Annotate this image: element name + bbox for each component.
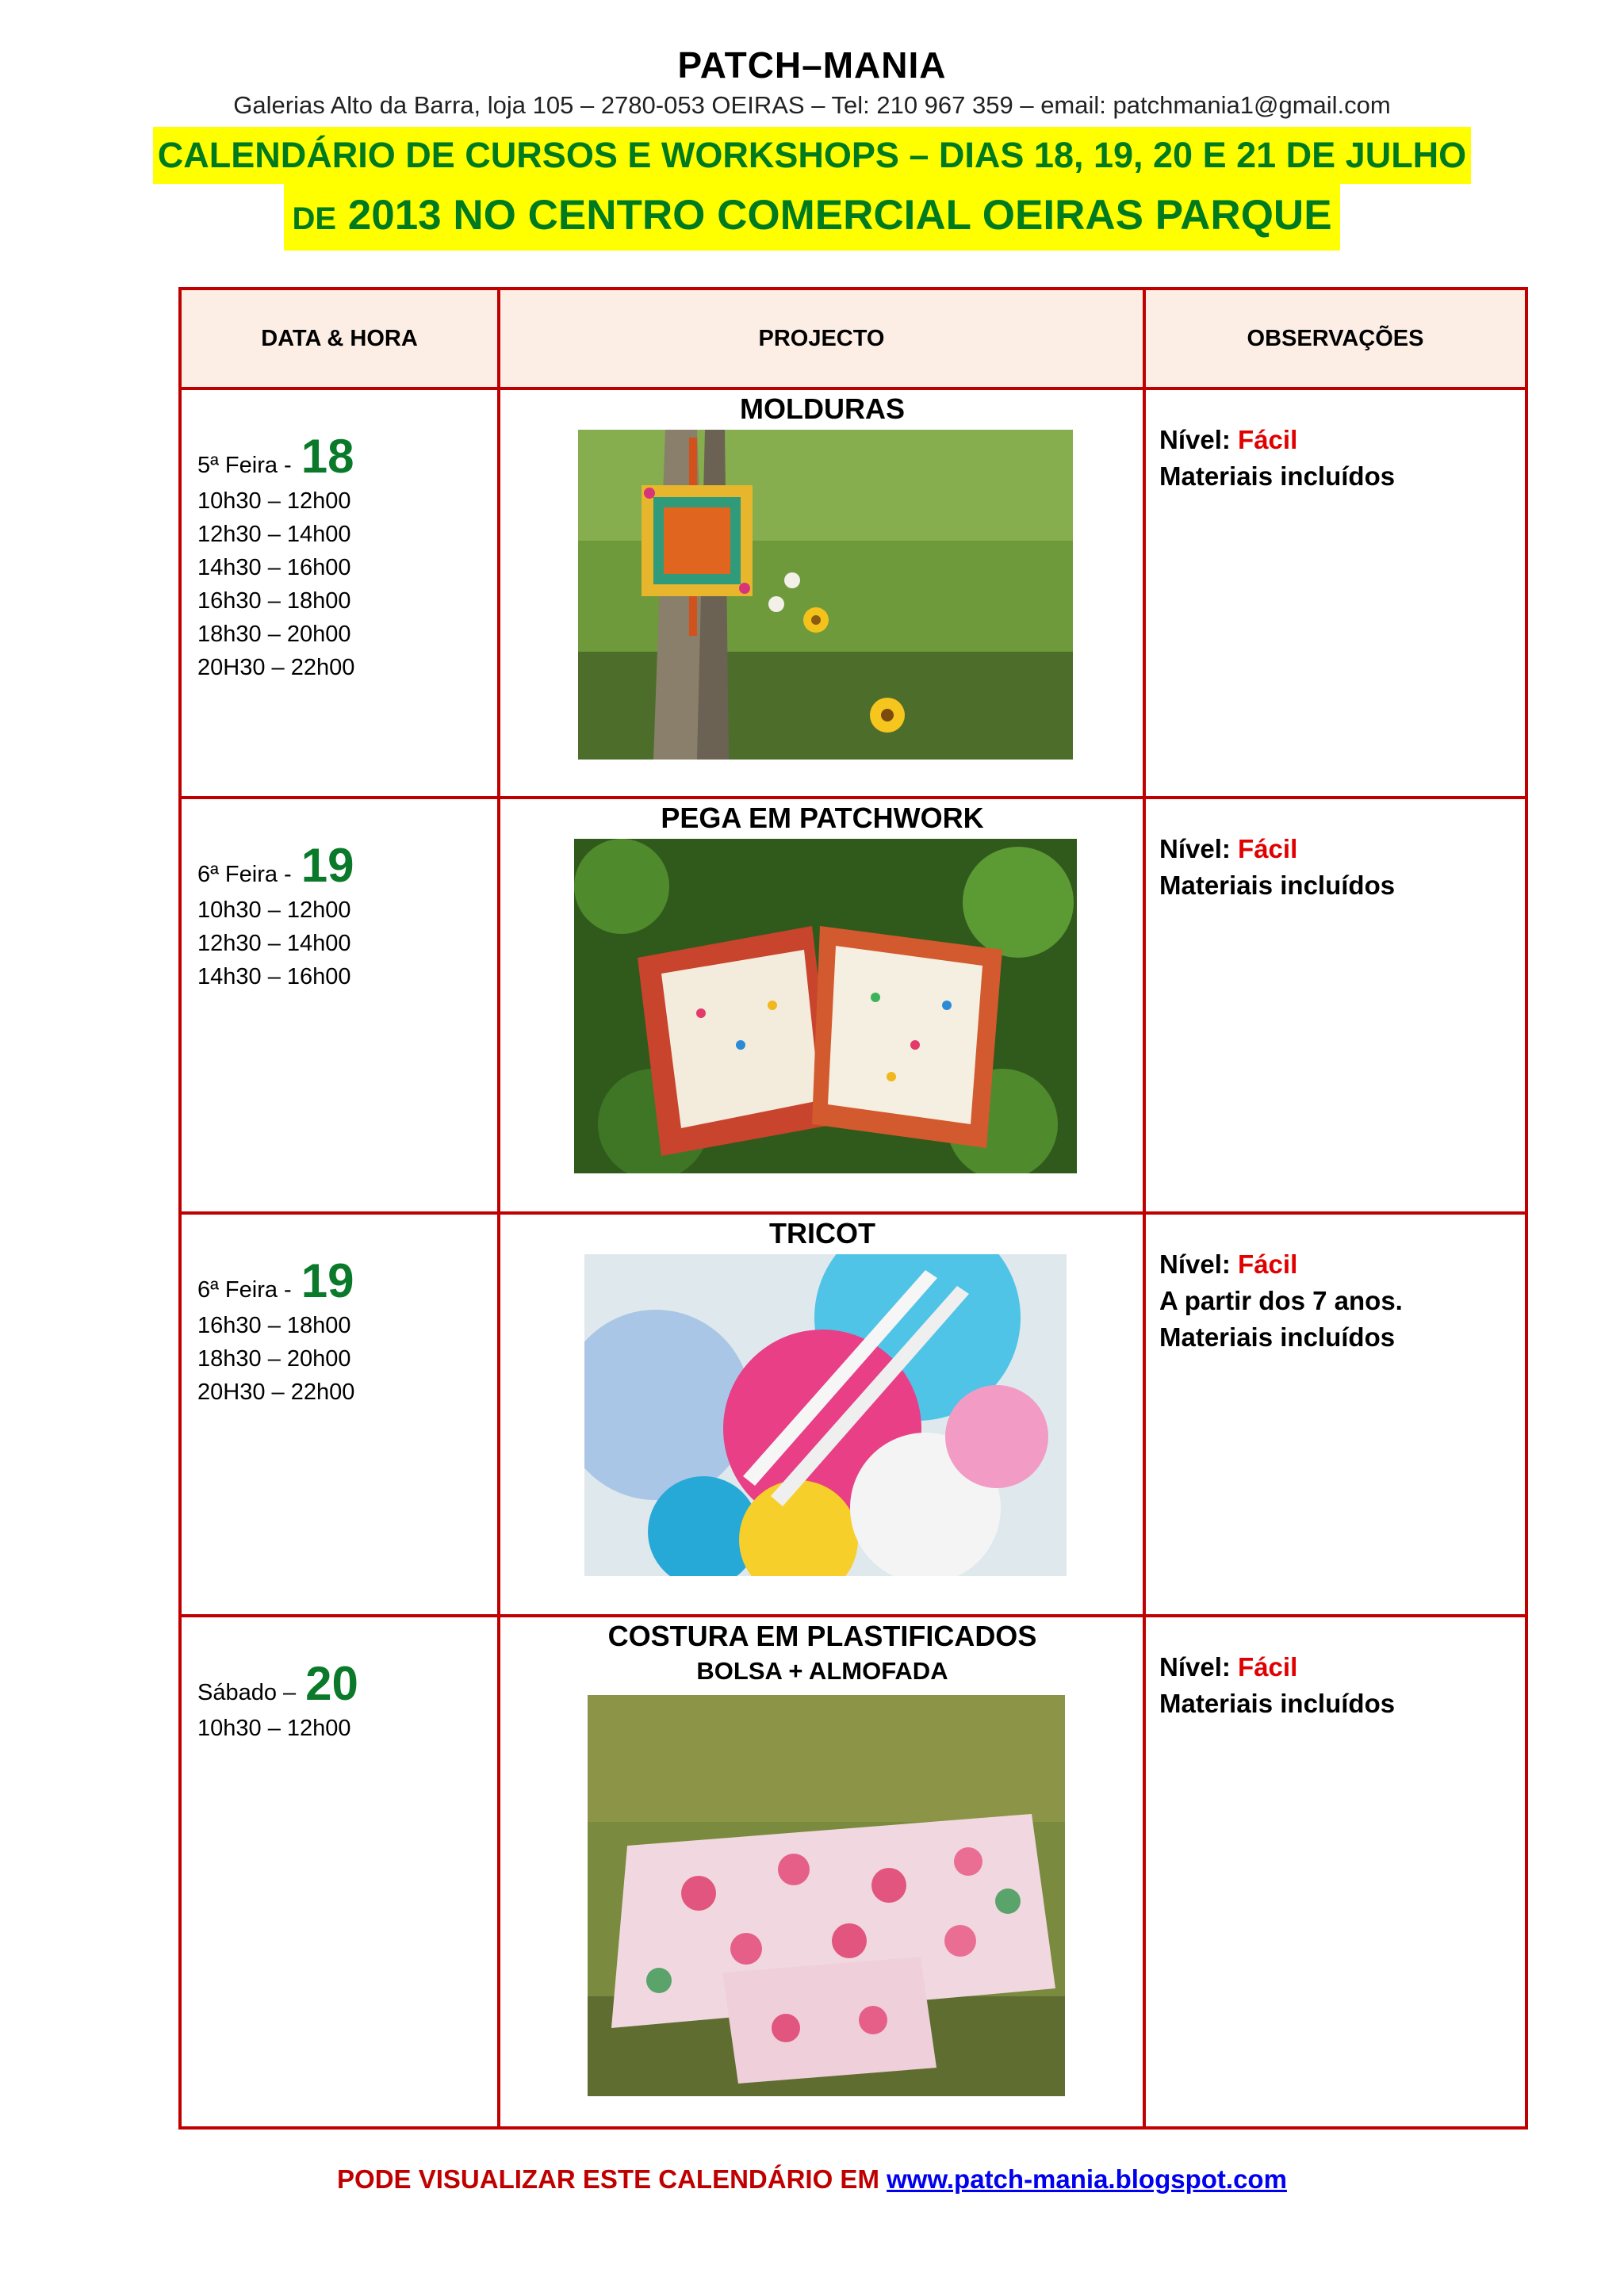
project-title: PEGA EM PATCHWORK bbox=[661, 802, 984, 834]
time-slot: 20H30 – 22h00 bbox=[197, 1380, 355, 1405]
headline-line-1: CALENDÁRIO DE CURSOS E WORKSHOPS – DIAS 18, 19, 20 E 21 DE JULHO bbox=[153, 127, 1471, 184]
headline-rest: 2013 NO CENTRO COMERCIAL OEIRAS PARQUE bbox=[347, 192, 1332, 239]
date-cell bbox=[197, 1254, 491, 1409]
project-title: MOLDURAS bbox=[740, 392, 905, 425]
day-number: 19 bbox=[301, 839, 354, 892]
time-slot: 16h30 – 18h00 bbox=[197, 1313, 351, 1338]
observations-cell bbox=[1159, 422, 1508, 495]
level-line bbox=[1159, 422, 1508, 458]
time-slot: 14h30 – 16h00 bbox=[197, 555, 351, 580]
observation-note: Materiais incluídos bbox=[1159, 1689, 1396, 1718]
observations-cell bbox=[1159, 831, 1508, 904]
bag-photo bbox=[588, 1695, 1065, 2096]
project-subtitle: BOLSA + ALMOFADA bbox=[696, 1657, 948, 1685]
weekday-label: Sábado – bbox=[197, 1680, 297, 1705]
level-label: Nível: bbox=[1159, 425, 1231, 454]
time-slot: 20H30 – 22h00 bbox=[197, 655, 355, 680]
level-value: Fácil bbox=[1238, 834, 1298, 863]
day-number: 19 bbox=[301, 1254, 354, 1307]
time-slot: 16h30 – 18h00 bbox=[197, 588, 351, 614]
weekday-label: 6ª Feira - bbox=[197, 1277, 292, 1303]
time-slot: 10h30 – 12h00 bbox=[197, 897, 351, 923]
frame-photo bbox=[578, 430, 1073, 760]
time-slot: 10h30 – 12h00 bbox=[197, 1716, 351, 1741]
table-row bbox=[182, 799, 1525, 1211]
time-slot: 18h30 – 20h00 bbox=[197, 1346, 351, 1372]
time-slot: 14h30 – 16h00 bbox=[197, 964, 351, 989]
footer-text: PODE VISUALIZAR ESTE CALENDÁRIO EM bbox=[337, 2164, 879, 2194]
observations-cell bbox=[1159, 1246, 1508, 1356]
level-line bbox=[1159, 1649, 1508, 1686]
project-title: TRICOT bbox=[769, 1217, 875, 1249]
observation-note: Materiais incluídos bbox=[1159, 1322, 1396, 1352]
day-heading bbox=[197, 430, 491, 484]
project-title: COSTURA EM PLASTIFICADOS bbox=[607, 1620, 1037, 1652]
level-value: Fácil bbox=[1238, 425, 1298, 454]
contact-address: Galerias Alto da Barra, loja 105 – 2780-053 OEIRAS – Tel: 210 967 359 – email: patchmania1@gmail.com bbox=[233, 91, 1391, 119]
weekday-label: 5ª Feira - bbox=[197, 453, 292, 478]
level-line bbox=[1159, 1246, 1508, 1283]
table-row bbox=[182, 390, 1525, 796]
date-cell bbox=[197, 1657, 491, 1745]
level-label: Nível: bbox=[1159, 834, 1231, 863]
headline-prefix: DE bbox=[292, 201, 337, 236]
schedule-table bbox=[178, 287, 1528, 2130]
observations-cell bbox=[1159, 1649, 1508, 1722]
level-value: Fácil bbox=[1238, 1652, 1298, 1682]
yarn-photo bbox=[584, 1254, 1067, 1576]
table-row bbox=[182, 1215, 1525, 1614]
day-number: 18 bbox=[301, 430, 354, 483]
brand-title: PATCH–MANIA bbox=[677, 44, 947, 86]
day-number: 20 bbox=[305, 1657, 358, 1710]
observation-note: Materiais incluídos bbox=[1159, 461, 1396, 491]
blog-link[interactable]: www.patch-mania.blogspot.com bbox=[887, 2164, 1287, 2194]
level-label: Nível: bbox=[1159, 1652, 1231, 1682]
footer-note bbox=[0, 2164, 1624, 2195]
weekday-label: 6ª Feira - bbox=[197, 862, 292, 887]
day-heading bbox=[197, 1657, 491, 1712]
time-slot: 10h30 – 12h00 bbox=[197, 488, 351, 514]
column-header-observations: OBSERVAÇÕES bbox=[1146, 290, 1525, 387]
time-slot: 12h30 – 14h00 bbox=[197, 931, 351, 956]
time-slot: 18h30 – 20h00 bbox=[197, 622, 351, 647]
time-slot: 12h30 – 14h00 bbox=[197, 522, 351, 547]
column-header-project: PROJECTO bbox=[500, 290, 1143, 387]
level-value: Fácil bbox=[1238, 1249, 1298, 1279]
potholders-photo bbox=[574, 839, 1077, 1173]
observation-note: Materiais incluídos bbox=[1159, 871, 1396, 900]
observation-note: A partir dos 7 anos. bbox=[1159, 1286, 1403, 1315]
date-cell bbox=[197, 839, 491, 993]
headline-line-2 bbox=[284, 184, 1339, 251]
level-label: Nível: bbox=[1159, 1249, 1231, 1279]
document-header bbox=[0, 41, 1624, 251]
date-cell bbox=[197, 430, 491, 684]
day-heading bbox=[197, 839, 491, 894]
day-heading bbox=[197, 1254, 491, 1309]
level-line bbox=[1159, 831, 1508, 867]
table-row bbox=[182, 1617, 1525, 2130]
column-header-date: DATA & HORA bbox=[182, 290, 497, 387]
